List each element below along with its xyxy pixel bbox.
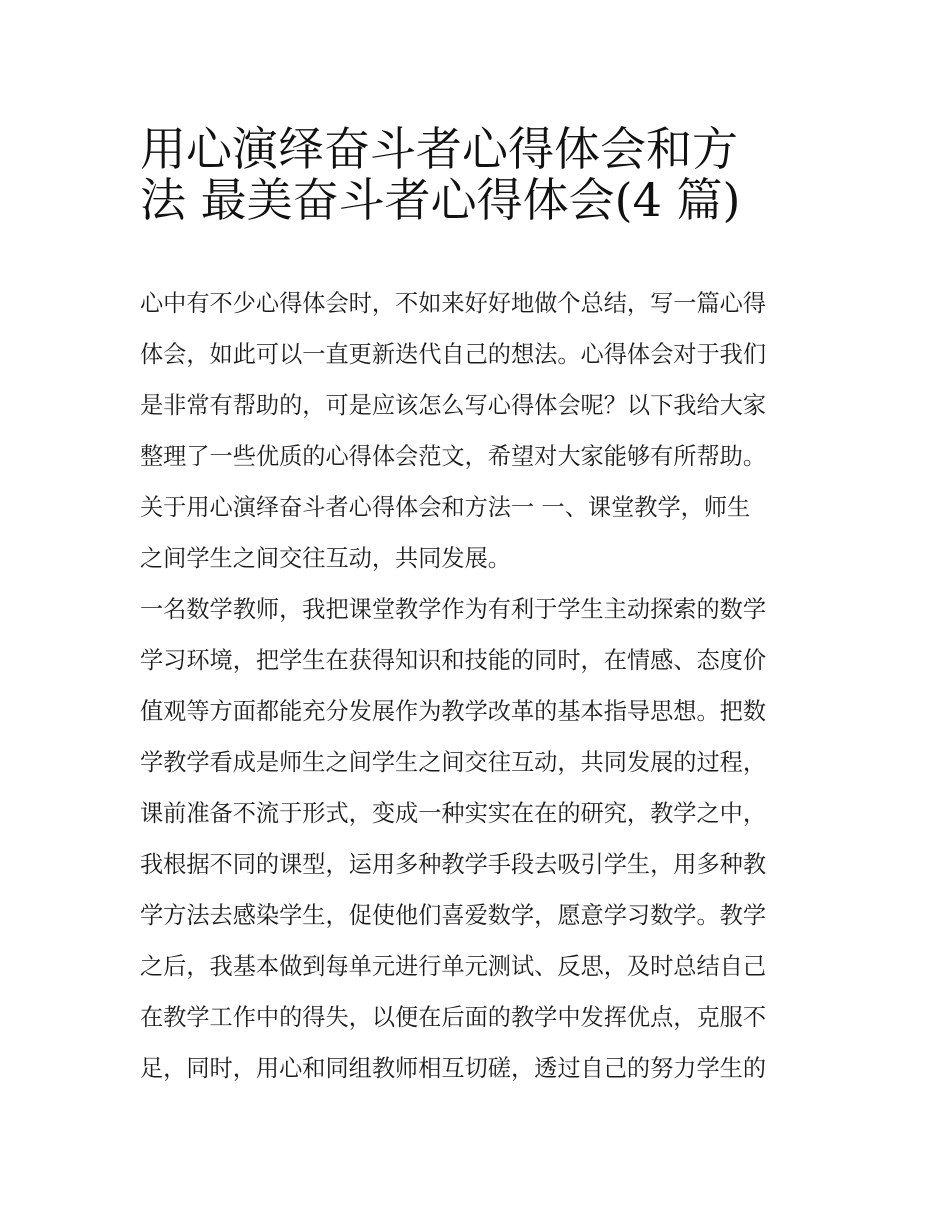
document-body bbox=[140, 278, 830, 1094]
body-line: 心中有不少心得体会时，不如来好好地做个总结，写一篇心得 bbox=[140, 290, 767, 317]
body-line: 是非常有帮助的，可是应该怎么写心得体会呢？以下我给大家 bbox=[140, 392, 767, 419]
body-line: 关于用心演绎奋斗者心得体会和方法一 一、课堂教学，师生 bbox=[140, 494, 751, 521]
body-line: 足，同时，用心和同组教师相互切磋，透过自己的努力学生的 bbox=[140, 1055, 767, 1082]
body-line: 一名数学教师，我把课堂教学作为有利于学生主动探索的数学 bbox=[140, 596, 767, 623]
body-line: 我根据不同的课型，运用多种教学手段去吸引学生，用多种教 bbox=[140, 851, 767, 878]
document-title bbox=[140, 112, 820, 227]
body-line: 体会，如此可以一直更新迭代自己的想法。心得体会对于我们 bbox=[140, 341, 767, 368]
body-line: 值观等方面都能充分发展作为教学改革的基本指导思想。把数 bbox=[140, 698, 767, 725]
title-line: 用心演绎奋斗者心得体会和方 bbox=[140, 122, 738, 176]
body-line: 学方法去感染学生，促使他们喜爱数学，愿意学习数学。教学 bbox=[140, 902, 767, 929]
body-line: 之后，我基本做到每单元进行单元测试、反思，及时总结自己 bbox=[140, 953, 767, 980]
body-line: 整理了一些优质的心得体会范文，希望对大家能够有所帮助。 bbox=[140, 443, 767, 470]
body-line: 学教学看成是师生之间学生之间交往互动，共同发展的过程， bbox=[140, 749, 767, 776]
body-line: 学习环境，把学生在获得知识和技能的同时，在情感、态度价 bbox=[140, 647, 767, 674]
title-line: 法 最美奋斗者心得体会(4 篇) bbox=[140, 173, 741, 227]
body-line: 之间学生之间交往互动，共同发展。 bbox=[140, 545, 511, 572]
body-line: 课前准备不流于形式，变成一种实实在在的研究，教学之中， bbox=[140, 800, 767, 827]
body-line: 在教学工作中的得失，以便在后面的教学中发挥优点，克服不 bbox=[140, 1004, 767, 1031]
